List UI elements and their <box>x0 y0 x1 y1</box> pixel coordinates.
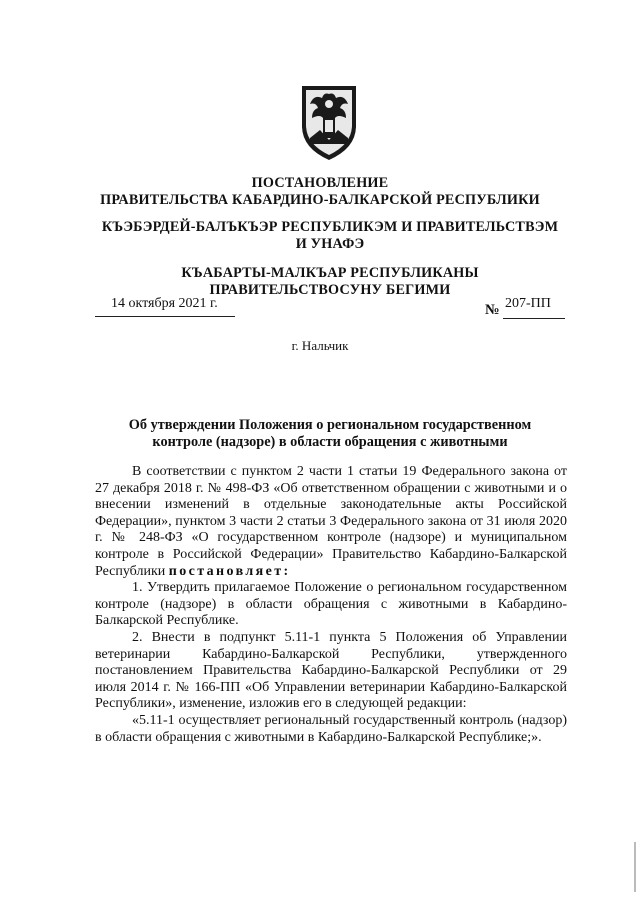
document-body <box>95 464 567 746</box>
paragraph-item-1: 1. Утвердить прилагаемое Положение о региональном государственном контроле (надзоре) в области обращения с животными в Кабардино-Балкарской Республике. <box>95 580 567 629</box>
date-underline <box>95 316 235 317</box>
issuer-heading-russian: ПРАВИТЕЛЬСТВА КАБАРДИНО-БАЛКАРСКОЙ РЕСПУБЛИКИ <box>100 192 540 208</box>
paragraph-item-2: 2. Внести в подпункт 5.11-1 пункта 5 Положения об Управлении ветеринарии Кабардино-Балкарской Республики, утвержденного постановлением Правительства Кабардино-Балкарской Республики от 29 июля 2014 г. № 166-ПП «Об Управлении ветеринарии Кабардино-Балкарской Республики», изменение, изложив его в следующей редакции: <box>95 629 567 712</box>
city-of-issue: г. Нальчик <box>291 338 349 353</box>
scan-edge-mark <box>634 842 636 892</box>
paragraph-new-wording: «5.11-1 осуществляет региональный государственный контроль (надзор) в области обращения с животными в Кабардино-Балкарской Республике;». <box>95 712 567 745</box>
document-date: 14 октября 2021 г. <box>111 296 218 311</box>
number-sign: № <box>485 302 500 318</box>
resolves-keyword: постановляет: <box>168 563 291 579</box>
issuer-heading-balkar: КЪАБАРТЫ-МАЛКЪАР РЕСПУБЛИКАНЫ ПРАВИТЕЛЬСТВОСУНУ БЕГИМИ <box>181 265 479 298</box>
number-underline <box>503 318 565 319</box>
coat-of-arms-emblem <box>296 80 362 162</box>
document-title: Об утверждении Положения о региональном государственном контроле (надзоре) в области обращения с животными <box>128 417 532 450</box>
preamble-text: В соответствии с пунктом 2 части 1 статьи 19 Федерального закона от 27 декабря 2018 г. № 498-ФЗ «Об ответственном обращении с животными и о внесении изменений в отдельные законодательные акты Российской Федерации», пунктом 3 части 2 статьи 3 Федерального закона от 31 июля 2020 г. № 248-ФЗ «О государственном контроле (надзоре) и муниципальном контроле в Российской Федерации» Правительство Кабардино-Балкарской Республики <box>95 464 567 579</box>
document-number: 207-ПП <box>505 296 551 311</box>
paragraph-preamble <box>95 464 567 580</box>
document-type-heading: ПОСТАНОВЛЕНИЕ <box>251 175 389 191</box>
issuer-heading-kabardian: КЪЭБЭРДЕЙ-БАЛЪКЪЭР РЕСПУБЛИКЭМ И ПРАВИТЕЛЬСТВЭМ И УНАФЭ <box>101 219 559 252</box>
